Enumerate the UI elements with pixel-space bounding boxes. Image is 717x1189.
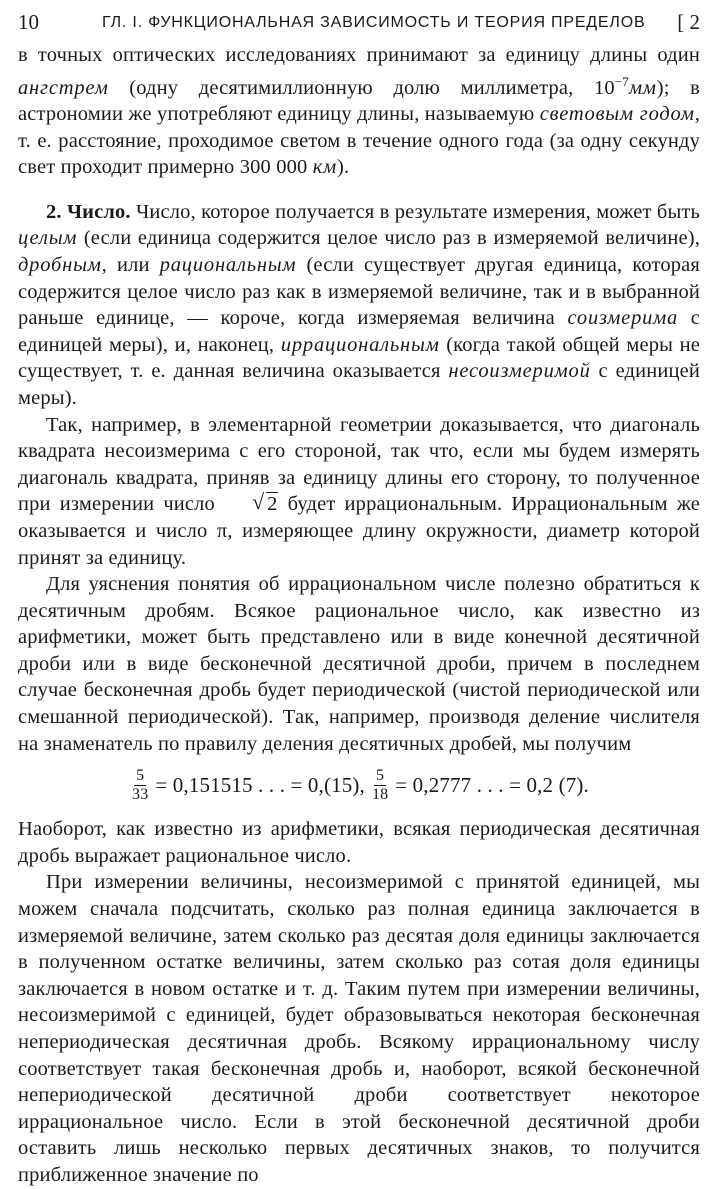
- text-run: Для уяснения понятия об иррациональном числе полезно обратиться к десятичным дробям. Всякое рациональное число, как известно из арифметики, может быть представлено или в виде конечной десятичной дроби или в виде бесконечной десятичной дроби, причем в последнем случае бесконечная дробь будет периодической (чистой периодической или смешанной периодической). Так, например, производя деление числителя на знаменатель по правилу деления десятичных дробей, мы получим: [18, 573, 700, 755]
- exponent: −7: [614, 73, 629, 89]
- term-fractional: дробным: [18, 253, 102, 276]
- formula-expansion-2: = 0,2777 . . . = 0,2 (7).: [395, 773, 589, 798]
- fraction-5-18: [370, 767, 390, 804]
- unit-km: км: [312, 156, 337, 179]
- decimal-formula: [18, 767, 700, 804]
- text-run: (одну десятимиллионную долю миллиметра, 10: [108, 76, 615, 99]
- paragraph-diagonal: [18, 412, 700, 572]
- text-run: будет иррациональным. Иррациональным же оказывается и число π, измеряющее длину окружности, диаметр которой принят за единицу.: [18, 493, 700, 569]
- radicand: 2: [267, 493, 278, 516]
- radical-sign: √: [252, 489, 265, 515]
- book-page: [18, 8, 700, 1189]
- text-run: в точных оптических исследованиях принимают за единицу длины один: [18, 44, 700, 66]
- text-run: , т. е. расстояние, проходимое светом в течение одного года (за одну секунду свет проходит примерно 300 000: [18, 103, 700, 179]
- text-run: с единицей меры), и, наконец,: [18, 307, 700, 356]
- text-run: (когда такой общей меры не существует, т. е. данная величина оказывается: [18, 333, 701, 383]
- term-angstrom: ангстрем: [18, 76, 109, 99]
- denominator: 33: [132, 786, 149, 804]
- text-run: , или: [101, 253, 160, 276]
- text-run: (если существует другая единица, которая содержится целое число раз как в измеряемой величине, так и в выбранной раньше единице, — короче, когда измеряемая величина: [18, 253, 700, 330]
- paragraph-measurement: [18, 869, 700, 1188]
- denominator: 18: [371, 786, 389, 804]
- page-number: 10: [18, 10, 39, 34]
- section-mark: [ 2: [677, 10, 700, 34]
- term-incommensurable: несоизмеримой: [448, 360, 591, 383]
- term-integer: целым: [18, 227, 78, 250]
- running-header: [18, 8, 700, 42]
- formula-expansion-1: = 0,151515 . . . = 0,(15),: [155, 773, 365, 798]
- section-heading: 2. Число.: [46, 200, 131, 223]
- paragraph-number-section: [18, 199, 700, 412]
- numerator: 5: [136, 767, 145, 785]
- text-run: Так, например, в элементарной геометрии доказывается, что диагональ квадрата несоизмерима с его стороной, так что, если мы будем измерять диагональ квадрата, приняв за единицу длины его сторону, то полученное при измерении число: [18, 413, 700, 516]
- text-run: (если единица содержится целое число раз в измеряемой величине),: [77, 227, 700, 250]
- term-commensurable: соизмерима: [567, 307, 679, 330]
- term-irrational: иррациональным: [280, 333, 440, 356]
- page-body: [18, 42, 700, 1189]
- paragraph-decimals: [18, 571, 700, 757]
- sqrt-two: [224, 491, 278, 518]
- text-run: с единицей меры).: [18, 360, 700, 409]
- paragraph-units: [18, 42, 700, 181]
- term-rational: рациональным: [159, 253, 297, 276]
- numerator: 5: [376, 767, 385, 785]
- unit-mm: мм: [628, 76, 657, 99]
- text-run: Наоборот, как известно из арифметики, всякая периодическая десятичная дробь выражает рациональное число.: [18, 818, 700, 867]
- section-gap: [18, 181, 700, 199]
- text-run: ); в астрономии же употребляют единицу длины, называемую: [18, 76, 700, 126]
- chapter-title: ГЛ. I. ФУНКЦИОНАЛЬНАЯ ЗАВИСИМОСТЬ И ТЕОРИЯ ПРЕДЕЛОВ: [102, 14, 646, 31]
- term-light-year: световым годом: [539, 103, 695, 126]
- fraction-5-33: [130, 767, 150, 804]
- text-run: При измерении величины, несоизмеримой с принятой единицей, мы можем сначала подсчитать, сколько раз полная единица заключается в измеряемой величине, затем сколько раз десятая доля единицы заключается в полученном остатке величины, затем сколько раз сотая доля единицы заключается в новом остатке и т. д. Таким путем при измерении величины, несоизмеримой с единицей, будет образовываться некоторая бесконечная непериодическая десятичная дробь. Всякому иррациональному числу соответствует такая бесконечная дробь и, наоборот, всякой бесконечной непериодической десятичной дроби соответствует некоторое иррациональное число. Если в этой бесконечной десятичной дроби оставить лишь несколько первых десятичных знаков, то получится приближенное значение по: [18, 871, 700, 1186]
- paragraph-periodic: [18, 816, 700, 869]
- text-run: Число, которое получается в результате измерения, может быть: [130, 200, 700, 223]
- text-run: ).: [336, 156, 350, 179]
